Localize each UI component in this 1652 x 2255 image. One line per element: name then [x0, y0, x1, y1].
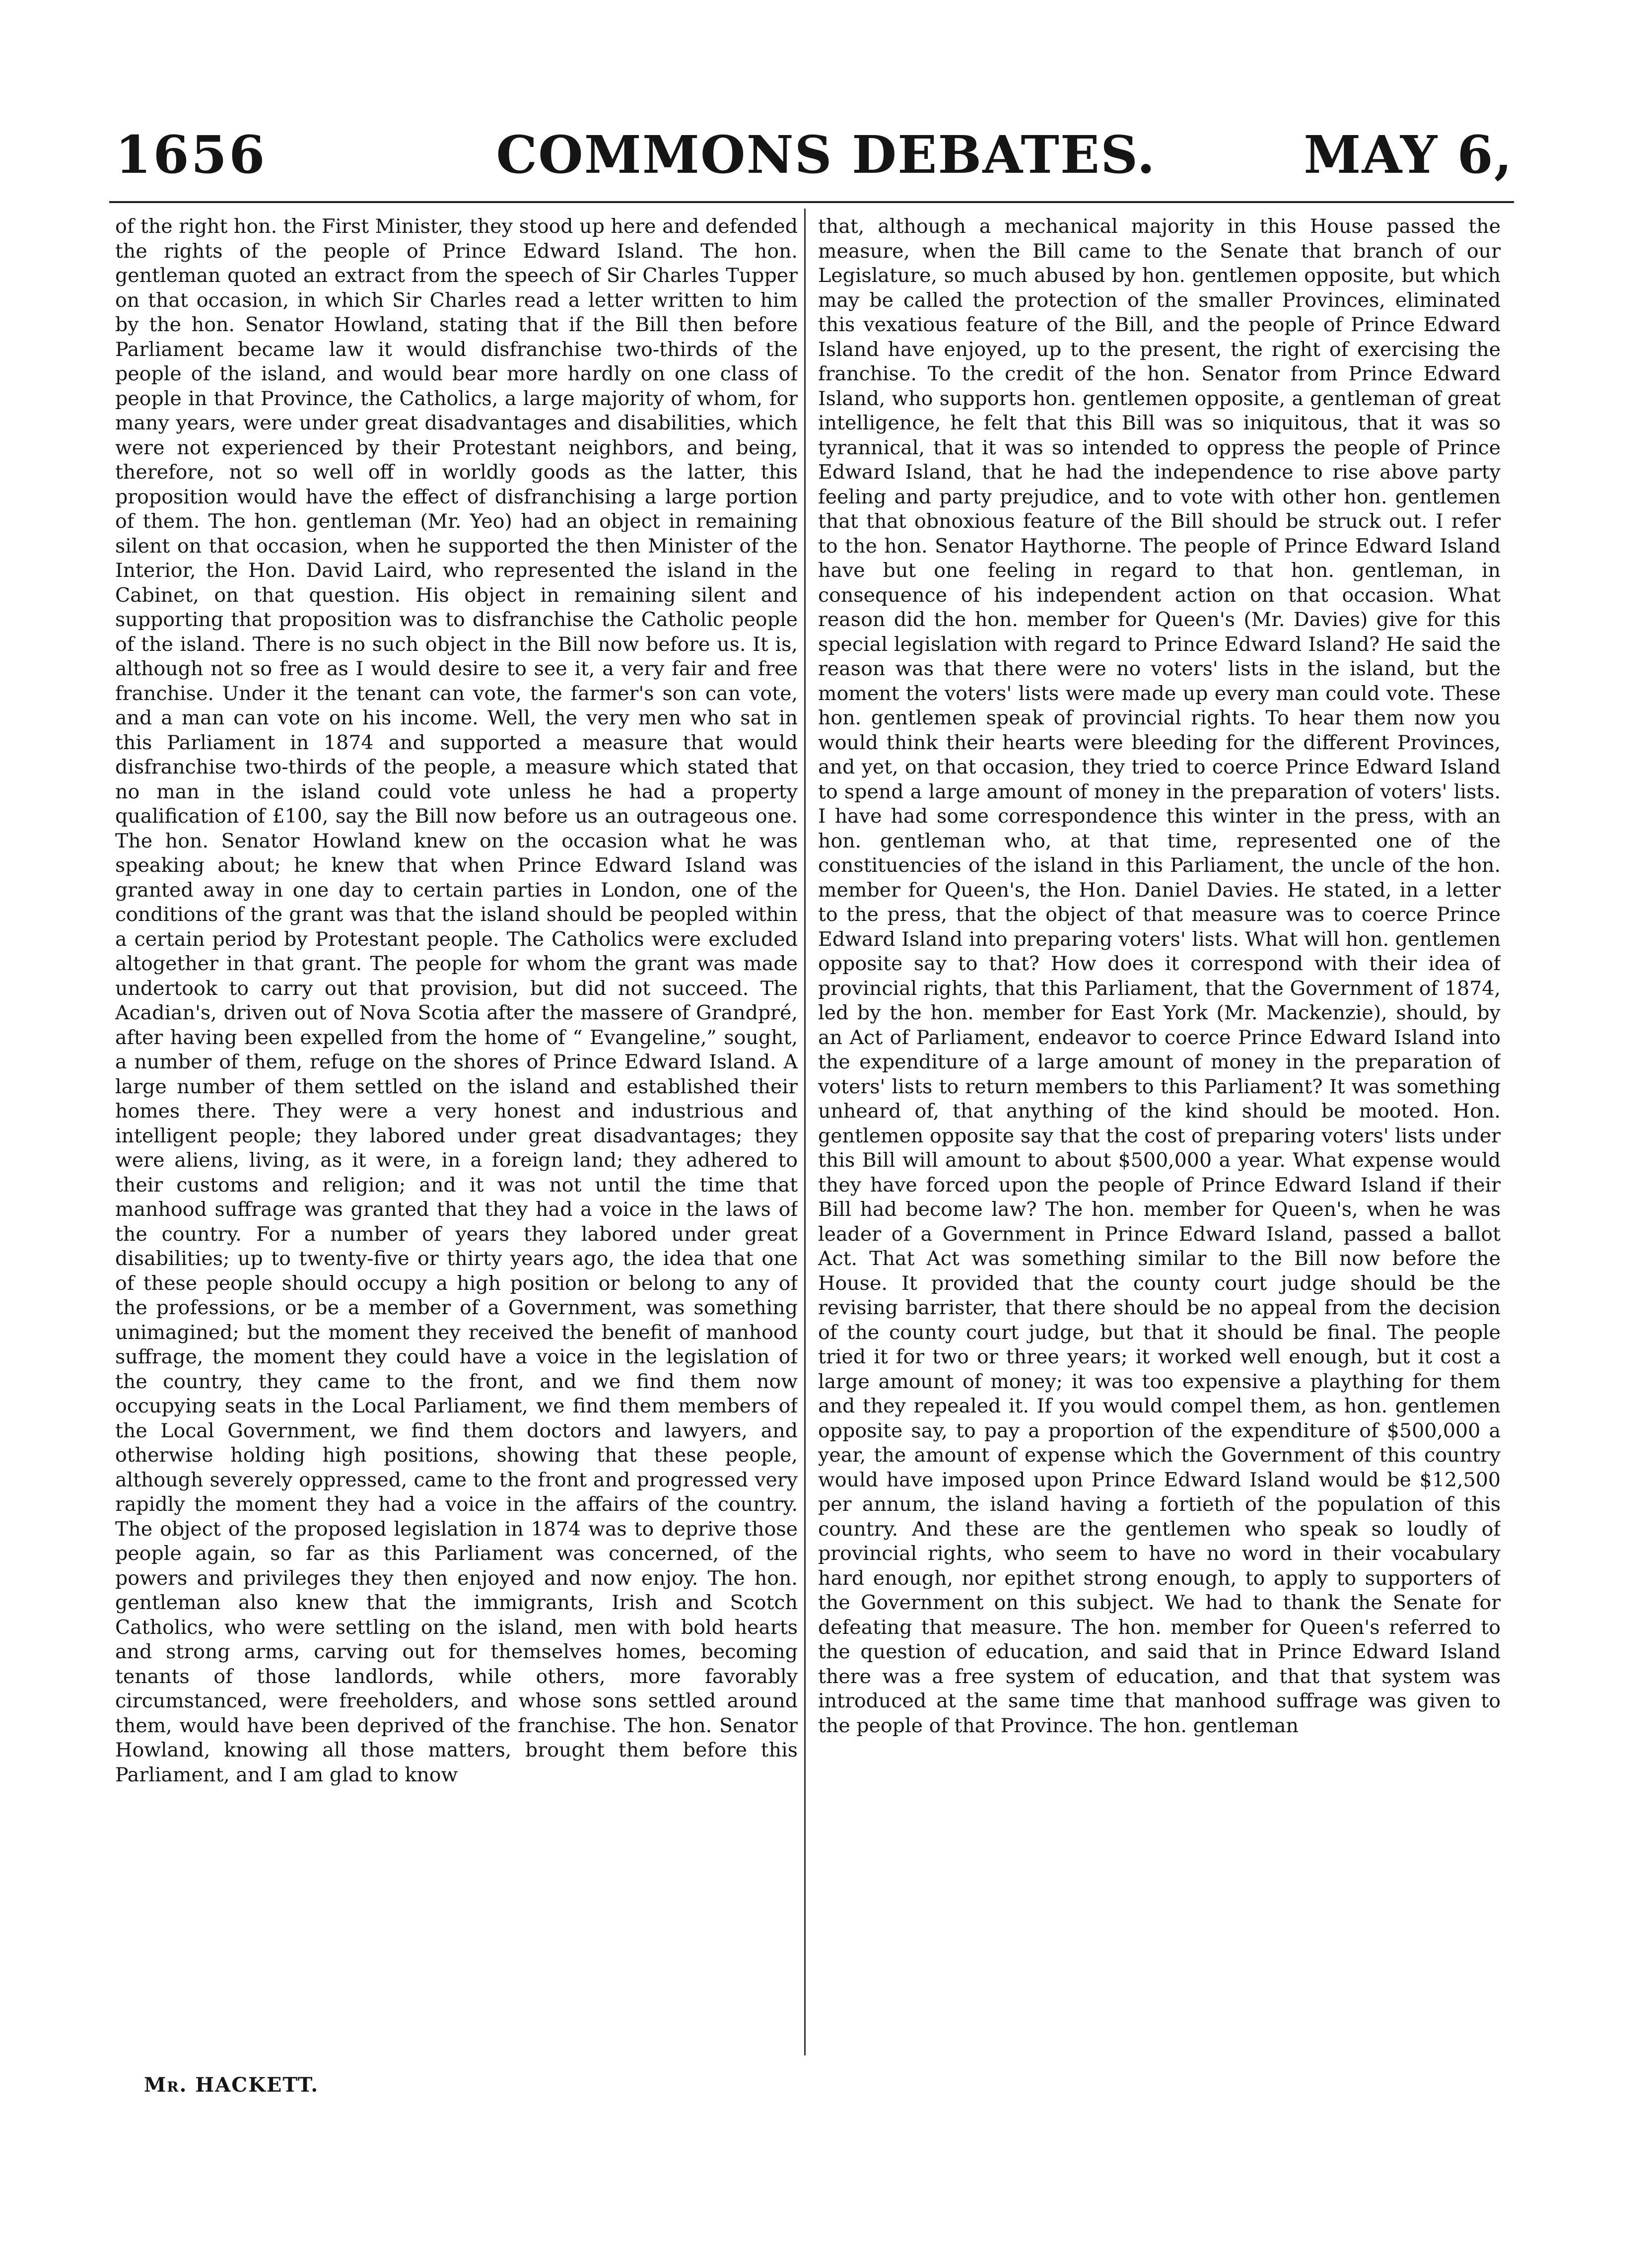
page-number: 1656: [115, 124, 267, 185]
left-column: [115, 214, 798, 2061]
left-column-text: of the right hon. the First Minister, they stood up here and defended the rights of the people of Prince Edward Island. The hon. gentleman quoted an extract from the speech of Sir Charles Tupper on that occasion, in which Sir Charles read a letter written to him by the hon. Senator Howland, stating that if the Bill then before Parliament became law it would disfranchise two-thirds of the people of the island, and would bear more hardly on one class of people in that Province, the Catholics, a large majority of whom, for many years, were under great disadvantages and disabilities, which were not experienced by their Protestant neighbors, and being, therefore, not so well off in worldly goods as the latter, this proposition would have the effect of disfranchising a large portion of them. The hon. gentleman (Mr. Yeo) had an object in remaining silent on that occasion, when he supported the then Minister of the Interior, the Hon. David Laird, who represented the island in the Cabinet, on that question. His object in remaining silent and supporting that proposition was to disfranchise the Catholic people of the island. There is no such object in the Bill now before us. It is, although not so free as I would desire to see it, a very fair and free franchise. Under it the tenant can vote, the farmer's son can vote, and a man can vote on his income. Well, the very men who sat in this Parliament in 1874 and supported a measure that would disfranchise two-thirds of the people, a measure which stated that no man in the island could vote unless he had a property qualification of £100, say the Bill now before us an outrageous one. The hon. Senator Howland knew on the occasion what he was speaking about; he knew that when Prince Edward Island was granted away in one day to certain parties in London, one of the conditions of the grant was that the island should be peopled within a certain period by Protestant people. The Catholics were excluded altogether in that grant. The people for whom the grant was made undertook to carry out that provision, but did not succeed. The Acadian's, driven out of Nova Scotia after the massere of Grandpré, after having been expelled from the home of “ Evangeline,” sought, a number of them, refuge on the shores of Prince Edward Island. A large number of them settled on the island and established their homes there. They were a very honest and industrious and intelligent people; they labored under great disadvantages; they were aliens, living, as it were, in a foreign land; they adhered to their customs and religion; and it was not until the time that manhood suffrage was granted that they had a voice in the laws of the country. For a number of years they labored under great disabilities; up to twenty-five or thirty years ago, the idea that one of these people should occupy a high position or belong to any of the professions, or be a member of a Government, was something unimagined; but the moment they received the benefit of manhood suffrage, the moment they could have a voice in the legislation of the country, they came to the front, and we find them now occupying seats in the Local Parliament, we find them members of the Local Government, we find them doctors and lawyers, and otherwise holding high positions, showing that these people, although severely oppressed, came to the front and progressed very rapidly the moment they had a voice in the affairs of the country. The object of the proposed legislation in 1874 was to deprive those people again, so far as this Parliament was concerned, of the powers and privileges they then enjoyed and now enjoy. The hon. gentleman also knew that the immigrants, Irish and Scotch Catholics, who were settling on the island, men with bold hearts and strong arms, carving out for themselves homes, becoming tenants of those landlords, while others, more favorably circumstanced, were freeholders, and whose sons settled around them, would have been deprived of the franchise. The hon. Senator Howland, knowing all those matters, brought them before this Parliament, and I am glad to know: [115, 215, 798, 1786]
header-rule: [109, 201, 1514, 203]
column-divider: [804, 209, 806, 2055]
page-date: MAY 6,: [1304, 124, 1513, 185]
page-header: [0, 124, 1652, 199]
speaker-footer: Mr. HACKETT.: [144, 2073, 319, 2097]
right-column: [818, 214, 1501, 2061]
right-column-text: that, although a mechanical majority in this House passed the measure, when the Bill came to the Senate that branch of our Legislature, so much abused by hon. gentlemen opposite, but which may be called the protection of the smaller Provinces, eliminated this vexatious feature of the Bill, and the people of Prince Edward Island have enjoyed, up to the present, the right of exercising the franchise. To the credit of the hon. Senator from Prince Edward Island, who supports hon. gentlemen opposite, a gentleman of great intelligence, he felt that this Bill was so iniquitous, that it was so tyrannical, that it was so intended to oppress the people of Prince Edward Island, that he had the independence to rise above party feeling and party prejudice, and to vote with other hon. gentlemen that that obnoxious feature of the Bill should be struck out. I refer to the hon. Senator Haythorne. The people of Prince Edward Island have but one feeling in regard to that hon. gentleman, in consequence of his independent action on that occasion. What reason did the hon. member for Queen's (Mr. Davies) give for this special legislation with regard to Prince Edward Island? He said the reason was that there were no voters' lists in the island, but the moment the voters' lists were made up every man could vote. These hon. gentlemen speak of provincial rights. To hear them now you would think their hearts were bleeding for the different Provinces, and yet, on that occasion, they tried to coerce Prince Edward Island to spend a large amount of money in the preparation of voters' lists. I have had some correspondence this winter in the press, with an hon. gentleman who, at that time, represented one of the constituencies of the island in this Parliament, the uncle of the hon. member for Queen's, the Hon. Daniel Davies. He stated, in a letter to the press, that the object of that measure was to coerce Prince Edward Island into preparing voters' lists. What will hon. gentlemen opposite say to that? How does it correspond with their idea of provincial rights, that this Parliament, that the Government of 1874, led by the hon. member for East York (Mr. Mackenzie), should, by an Act of Parliament, endeavor to coerce Prince Edward Island into the expenditure of a large amount of money in the preparation of voters' lists to return members to this Parliament? It was something unheard of, that anything of the kind should be mooted. Hon. gentlemen opposite say that the cost of preparing voters' lists under this Bill will amount to about $500,000 a year. What expense would they have forced upon the people of Prince Edward Island if their Bill had become law? The hon. member for Queen's, when he was leader of a Government in Prince Edward Island, passed a ballot Act. That Act was something similar to the Bill now before the House. It provided that the county court judge should be the revising barrister, that there should be no appeal from the decision of the county court judge, but that it should be final. The people tried it for two or three years; it worked well enough, but it cost a large amount of money; it was too expensive a plaything for them and they repealed it. If you would compel them, as hon. gentlemen opposite say, to pay a proportion of the expenditure of $500,000 a year, the amount of expense which the Government of this country would have imposed upon Prince Edward Island would be $12,500 per annum, the island having a fortieth of the population of this country. And these are the gentlemen who speak so loudly of provincial rights, who seem to have no word in their vocabulary hard enough, nor epithet strong enough, to apply to supporters of the Government on this subject. We had to thank the Senate for defeating that measure. The hon. member for Queen's referred to the question of education, and said that in Prince Edward Island there was a free system of education, and that that system was introduced at the same time that manhood suffrage was given to the people of that Province. The hon. gentleman: [818, 215, 1501, 1737]
publication-title: COMMONS DEBATES.: [496, 124, 1156, 185]
